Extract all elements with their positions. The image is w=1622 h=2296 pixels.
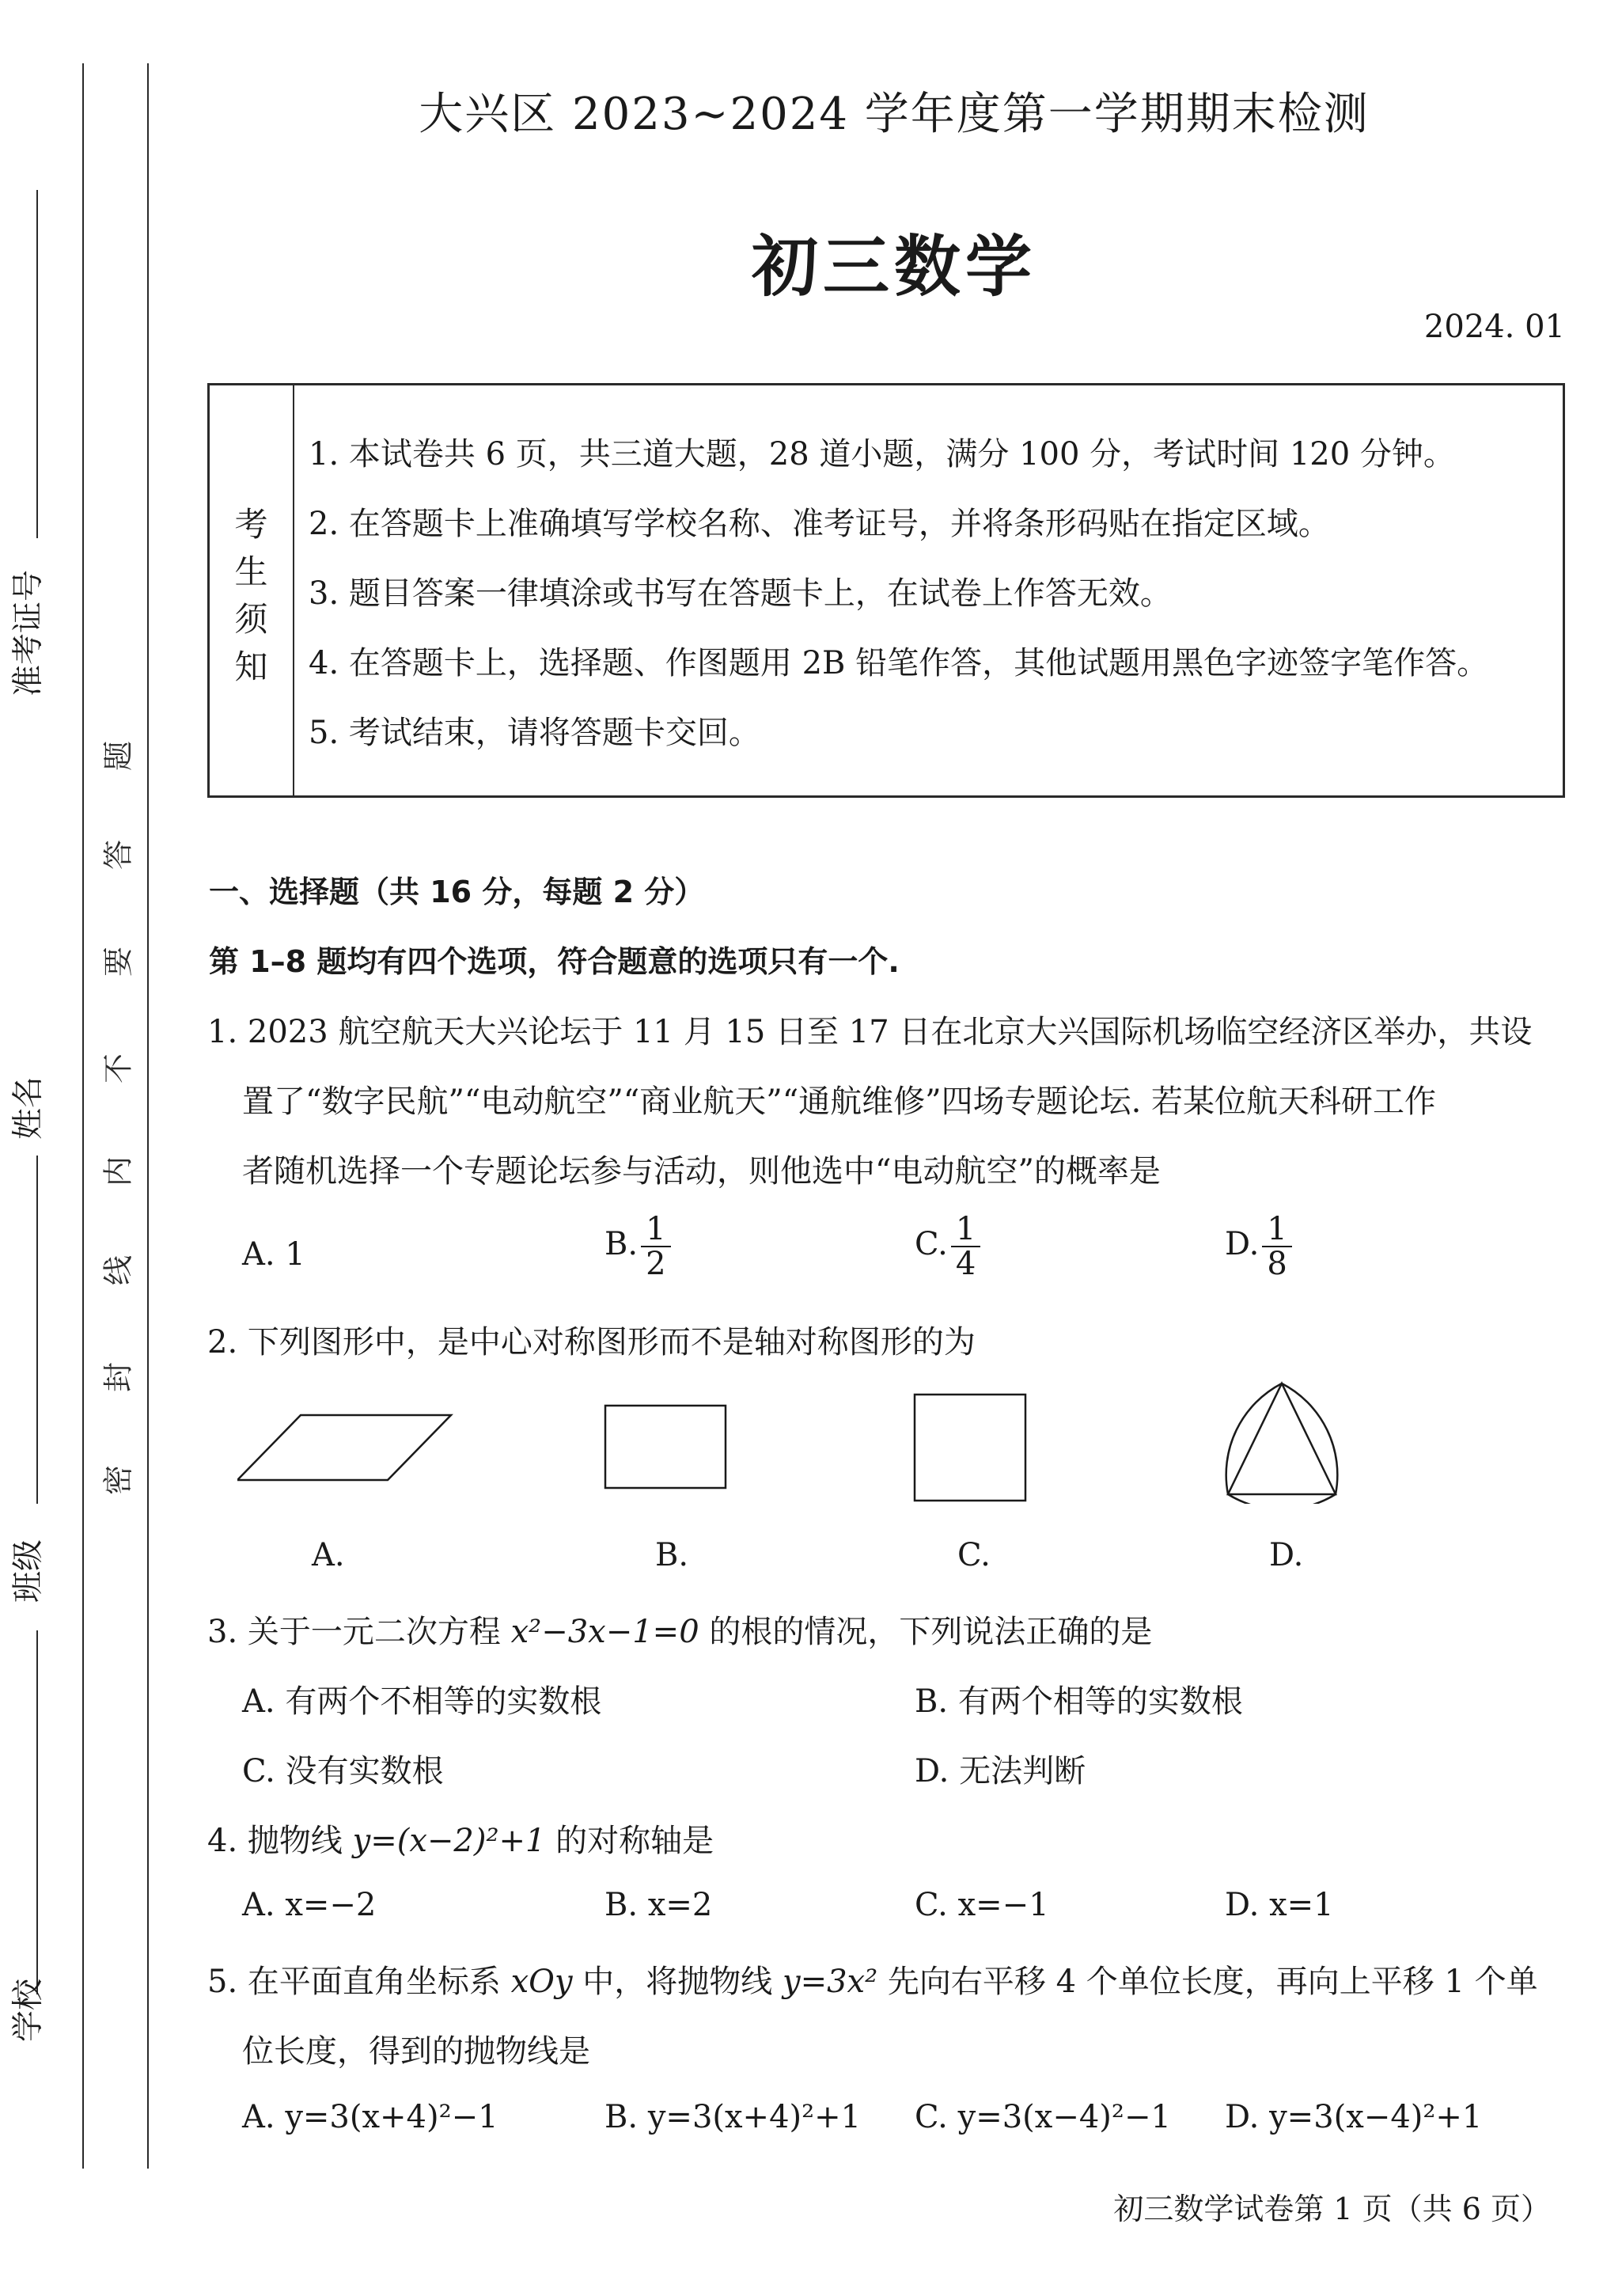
question-4-option-d[interactable]: D. x=1 bbox=[1225, 1887, 1334, 1923]
seal-char: 封 bbox=[100, 1361, 136, 1393]
question-1-line: 置了“数字民航”“电动航空”“商业航天”“通航维修”四场专题论坛. 若某位航天科研工作 bbox=[242, 1083, 1437, 1120]
stem-text: 的根的情况，下列说法正确的是 bbox=[699, 1614, 1153, 1650]
question-1-option-c[interactable] bbox=[915, 1213, 980, 1281]
margin-rule-inner bbox=[147, 63, 149, 2169]
question-5-option-d[interactable]: D. y=3(x−4)²+1 bbox=[1225, 2099, 1483, 2135]
stem-text: 先向右平移 4 个单位长度，再向上平移 1 个单 bbox=[877, 1964, 1538, 2000]
name-label: 姓名 bbox=[9, 1076, 47, 1140]
numerator: 1 bbox=[641, 1213, 670, 1247]
class-label: 班级 bbox=[9, 1539, 47, 1603]
stem-text: 的对称轴是 bbox=[545, 1823, 714, 1859]
parallelogram-figure[interactable] bbox=[237, 1409, 459, 1488]
question-1-option-a[interactable] bbox=[242, 1236, 305, 1273]
notice-label-char: 知 bbox=[234, 647, 268, 686]
stem-text: 中，将抛物线 bbox=[572, 1964, 783, 2000]
seal-char: 线 bbox=[100, 1254, 136, 1286]
option-label: D. bbox=[1225, 1226, 1260, 1262]
reuleaux-triangle-figure[interactable] bbox=[1218, 1377, 1345, 1504]
notice-label-char: 生 bbox=[234, 552, 268, 591]
fraction bbox=[1262, 1213, 1291, 1281]
question-3-stem bbox=[207, 1607, 1152, 1652]
question-5-line: 位长度，得到的抛物线是 bbox=[242, 2033, 590, 2070]
question-2-option-a-label: A. bbox=[312, 1537, 345, 1573]
notice-item: 2. 在答题卡上准确填写学校名称、准考证号，并将条形码贴在指定区域。 bbox=[309, 506, 1330, 542]
seal-char: 要 bbox=[100, 946, 136, 977]
question-3-option-c[interactable]: C. 没有实数根 bbox=[242, 1753, 444, 1789]
option-label: A. bbox=[242, 1236, 275, 1273]
school-label: 学校 bbox=[9, 1979, 47, 2042]
question-3-option-b[interactable]: B. 有两个相等的实数根 bbox=[915, 1683, 1243, 1720]
stem-text: 4. 抛物线 bbox=[207, 1823, 353, 1859]
question-5-option-a[interactable]: A. y=3(x+4)²−1 bbox=[242, 2099, 498, 2135]
seal-char: 答 bbox=[100, 839, 136, 871]
question-3-option-d[interactable]: D. 无法判断 bbox=[915, 1753, 1086, 1789]
stem-text: 5. 在平面直角坐标系 bbox=[207, 1964, 511, 2000]
question-4-option-b[interactable]: B. x=2 bbox=[604, 1887, 713, 1923]
class-blank[interactable] bbox=[36, 1630, 38, 1994]
admission-number-label: 准考证号 bbox=[9, 570, 47, 696]
question-2-option-b-label: B. bbox=[655, 1537, 689, 1573]
admission-number-blank[interactable] bbox=[36, 190, 38, 538]
question-4-stem bbox=[207, 1816, 714, 1861]
numerator: 1 bbox=[1262, 1213, 1291, 1247]
question-1-line: 者随机选择一个专题论坛参与活动，则他选中“电动航空”的概率是 bbox=[242, 1153, 1161, 1190]
notice-item: 5. 考试结束，请将答题卡交回。 bbox=[309, 715, 760, 751]
notice-item: 1. 本试卷共 6 页，共三道大题，28 道小题，满分 100 分，考试时间 120 分钟。 bbox=[309, 436, 1455, 472]
question-2-option-d-label: D. bbox=[1269, 1537, 1304, 1573]
option-value: 1 bbox=[285, 1236, 305, 1273]
equation: y=(x−2)²+1 bbox=[352, 1823, 546, 1859]
name-blank[interactable] bbox=[36, 1156, 38, 1504]
coordinate-system: xOy bbox=[510, 1964, 573, 2000]
seal-char: 内 bbox=[100, 1156, 136, 1187]
denominator: 8 bbox=[1267, 1246, 1287, 1282]
question-1-line: 1. 2023 航空航天大兴论坛于 11 月 15 日至 17 日在北京大兴国际机场临空经济区举办，共设 bbox=[207, 1014, 1533, 1050]
section-heading: 一、选择题（共 16 分，每题 2 分） bbox=[209, 875, 705, 909]
square-figure[interactable] bbox=[910, 1390, 1029, 1504]
fraction bbox=[951, 1213, 980, 1281]
page-footer: 初三数学试卷第 1 页（共 6 页） bbox=[1113, 2192, 1551, 2226]
question-5-option-b[interactable]: B. y=3(x+4)²+1 bbox=[604, 2099, 862, 2135]
subject-title: 初三数学 bbox=[751, 228, 1036, 306]
denominator: 4 bbox=[955, 1246, 976, 1282]
question-5-option-c[interactable]: C. y=3(x−4)²−1 bbox=[915, 2099, 1171, 2135]
stem-text: 3. 关于一元二次方程 bbox=[207, 1614, 511, 1650]
seal-char: 不 bbox=[100, 1053, 136, 1084]
notice-label-char: 须 bbox=[234, 600, 268, 639]
question-3-option-a[interactable]: A. 有两个不相等的实数根 bbox=[242, 1683, 602, 1720]
question-4-option-a[interactable]: A. x=−2 bbox=[242, 1887, 377, 1923]
denominator: 2 bbox=[646, 1246, 666, 1282]
question-2-stem: 2. 下列图形中，是中心对称图形而不是轴对称图形的为 bbox=[207, 1324, 976, 1361]
equation: x²−3x−1=0 bbox=[510, 1614, 699, 1650]
notice-label-char: 考 bbox=[234, 505, 268, 544]
margin-rule-outer bbox=[82, 63, 84, 2169]
exam-date: 2024. 01 bbox=[1423, 309, 1565, 345]
option-label: B. bbox=[604, 1226, 639, 1262]
seal-char: 题 bbox=[100, 740, 136, 772]
question-1-option-d[interactable] bbox=[1225, 1213, 1292, 1281]
notice-item: 3. 题目答案一律填涂或书写在答题卡上，在试卷上作答无效。 bbox=[309, 575, 1172, 612]
fraction bbox=[641, 1213, 670, 1281]
numerator: 1 bbox=[951, 1213, 980, 1247]
exam-title: 大兴区 2023~2024 学年度第一学期期末检测 bbox=[419, 89, 1370, 140]
question-2-option-c-label: C. bbox=[957, 1537, 991, 1573]
notice-item: 4. 在答题卡上，选择题、作图题用 2B 铅笔作答，其他试题用黑色字迹签字笔作答。 bbox=[309, 645, 1489, 681]
rectangle-figure[interactable] bbox=[603, 1401, 730, 1490]
seal-char: 密 bbox=[100, 1464, 136, 1496]
question-1-option-b[interactable] bbox=[604, 1213, 671, 1281]
notice-divider bbox=[293, 383, 294, 798]
question-5-line bbox=[207, 1956, 1538, 2002]
section-instruction: 第 1–8 题均有四个选项，符合题意的选项只有一个. bbox=[209, 944, 900, 979]
option-label: C. bbox=[915, 1226, 948, 1262]
question-4-option-c[interactable]: C. x=−1 bbox=[915, 1887, 1049, 1923]
equation: y=3x² bbox=[782, 1964, 878, 2000]
